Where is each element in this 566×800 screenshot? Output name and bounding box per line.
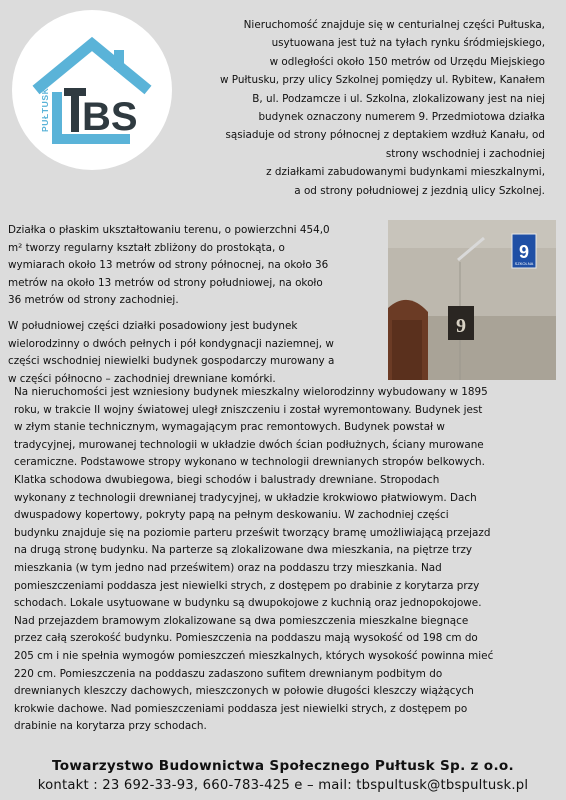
intro-line: Nieruchomość znajduje się w centurialnej części Pułtuska, (243, 19, 545, 31)
intro-line: B, ul. Podzamcze i ul. Szkolna, zlokalizowany jest na niej (252, 92, 545, 105)
details-line: krokwie dachowe. Nad pomieszczeniami poddasza jest niewielki strych, z dostępem po (14, 702, 468, 715)
building-line: w części północno – zachodniej drewniane komórki. (8, 372, 276, 385)
logo-vertical-text: PUŁTUSK (40, 87, 50, 132)
logo (12, 10, 172, 170)
intro-line: sąsiaduje od strony północnej z deptakiem wzdłuż Kanału, od (225, 129, 545, 142)
house-plate-number: 9 (456, 315, 466, 337)
intro-line: budynek oznaczony numerem 9. Przedmiotowa działka (258, 111, 545, 124)
plot-description (8, 222, 380, 388)
plot-line: wymiarach około 13 metrów od strony północnej, na około 36 (8, 259, 329, 272)
contact-info: kontakt : 23 692-33-93, 660-783-425 e – mail: tbspultusk@tbspultusk.pl (37, 778, 529, 793)
plot-line: 36 metrów od strony zachodniej. (8, 294, 179, 307)
details-line: tradycyjnej, murowanej technologii w układzie dwóch ścian podłużnych, ściany murowane (14, 438, 484, 451)
organization-name: Towarzystwo Budownictwa Społecznego Pułtusk Sp. z o.o. (51, 758, 515, 774)
details-line: mieszkania (w tym jedno nad prześwitem) oraz na poddaszu trzy mieszkania. Nad (14, 561, 442, 574)
street-sign-name: SZKOLNA (514, 261, 534, 266)
plot-line: Działka o płaskim ukształtowaniu terenu, o powierzchni 454,0 (8, 224, 330, 236)
intro-text (170, 16, 545, 200)
intro-line: a od strony południowej z jezdnią ulicy Szkolnej. (294, 184, 545, 197)
intro-line: z działkami zabudowanymi budynkami mieszkalnymi, (266, 166, 545, 179)
building-details (14, 384, 554, 736)
details-line: w złym stanie technicznym, wymagającym prac remontowych. Budynek powstał w (14, 421, 445, 434)
details-line: Nad przejazdem bramowym zlokalizowane są dwa pomieszczenia mieszkalne biegnące (14, 614, 469, 627)
details-line: drewnianych kleszczy dachowych, mieszczonych w połowie długości kleszczy wiążących (14, 685, 474, 698)
plot-line: metrów na około 13 metrów od strony południowej, na około (8, 276, 323, 289)
details-line: wykonany z technologii drewnianej tradycyjnej, w układzie krokwiowo płatwiowym. Dach (14, 491, 477, 504)
building-line: części wschodniej niewielki budynek gospodarczy murowany a (8, 355, 335, 368)
details-line: schodach. Lokale usytuowane w budynku są dwupokojowe z kuchnią oraz jednopokojowe. (14, 597, 482, 610)
street-sign-number: 9 (518, 242, 530, 262)
intro-line: strony wschodniej i zachodniej (385, 147, 545, 160)
intro-line: usytuowana jest tuż na tyłach rynku śródmiejskiego, (271, 37, 545, 50)
details-line: roku, w trakcie II wojny światowej uległ zniszczeniu i został wyremontowany. Budynek jest (14, 403, 483, 416)
details-line: na drugą stronę budynku. Na parterze są zlokalizowane dwa mieszkania, na piętrze trzy (14, 544, 473, 557)
details-line: drabinie na korytarza przy schodach. (14, 720, 207, 733)
intro-line: w odległości około 150 metrów od Urzędu Miejskiego (269, 55, 545, 68)
intro-line: w Pułtusku, przy ulicy Szkolnej pomiędzy ul. Rybitew, Kanałem (220, 74, 545, 87)
details-line: przez całą szerokość budynku. Pomieszczenia na poddaszu mają wysokość od 198 cm do (14, 632, 478, 645)
details-line: Na nieruchomości jest wzniesiony budynek mieszkalny wielorodzinny wybudowany w 1895 (14, 386, 488, 398)
building-photo (388, 220, 556, 380)
plot-line: m² tworzy regularny kształt zbliżony do prostokąta, o (8, 241, 285, 254)
logo-letters: BS (82, 95, 138, 139)
details-line: Klatka schodowa dwubiegowa, biegi schodów i balustrady drewniane. Stropodach (14, 473, 440, 486)
house-logo-icon (12, 10, 172, 170)
details-line: budynku znajduje się na poziomie parteru prześwit tworzący bramę umożliwiającą przejazd (14, 526, 491, 539)
details-line: 220 cm. Pomieszczenia na poddaszu zadaszono sufitem drewnianym podbitym do (14, 667, 443, 680)
details-line: pomieszczeniami poddasza jest niewielki strych, z dostępem po drabinie z korytarza przy (14, 579, 480, 592)
details-line: ceramiczne. Podstawowe stropy wykonano w technologii drewnianych stropów belkowych. (14, 456, 485, 469)
details-line: dwuspadowy kopertowy, pokryty papą na pełnym deskowaniu. W zachodniej części (14, 509, 449, 522)
building-line: W południowej części działki posadowiony jest budynek (8, 319, 298, 332)
building-line: wielorodzinny o dwóch pełnych i pół kondygnacji naziemnej, w (8, 337, 334, 350)
details-line: 205 cm i nie spełnia wymogów pomieszczeń mieszkalnych, których wysokość powinna mieć (14, 649, 494, 662)
